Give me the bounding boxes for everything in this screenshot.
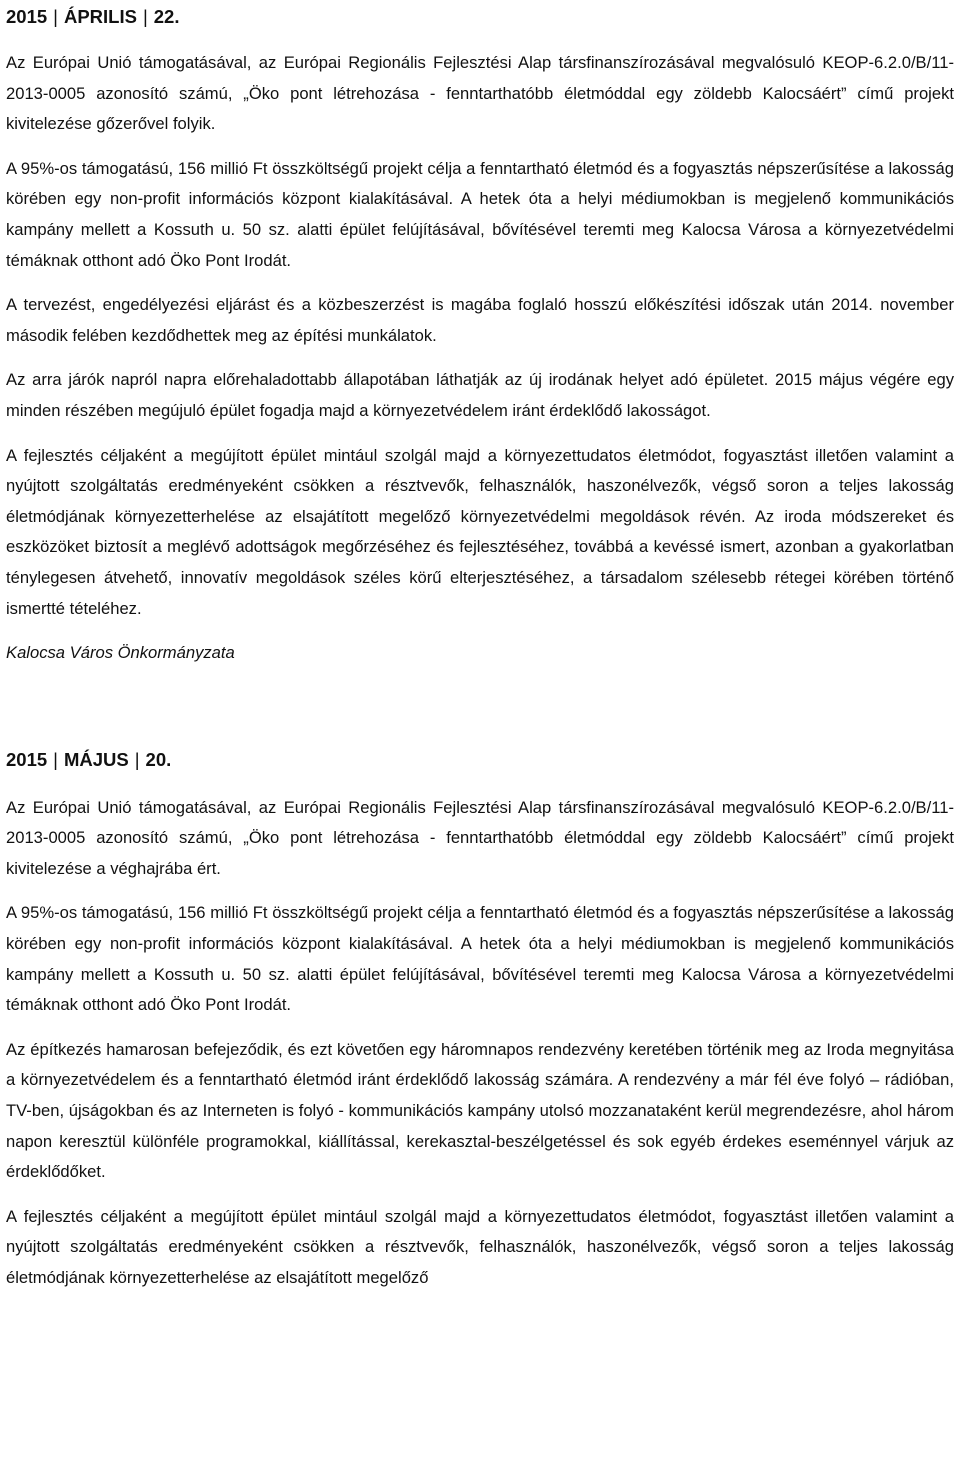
date-year: 2015 [6,748,48,770]
news-entry-may [6,747,954,1294]
paragraph: A fejlesztés céljaként a megújított épület mintául szolgál majd a környezettudatos életmódot, fogyasztást illetően valamint a nyújtott szolgáltatás eredményeként csökken a résztvevők, felhasználók, haszonélvezők, végső soron a teljes lakosság életmódjának környezetterhelése az elsajátított megelőző környezetvédelmi megoldások révén. Az iroda módszereket és eszközöket biztosít a meglévő adottságok megőrzéséhez és fejlesztéséhez, továbbá a kevéssé ismert, azonban a gyakorlatban ténylegesen átvehető, innovatív megoldások széles körű elterjesztéséhez, a társadalom szélesebb rétegei körében történő ismertté tételéhez. [6,445,954,618]
date-separator: | [134,748,140,770]
paragraph: Az arra járók napról napra előrehaladottabb állapotában láthatják az új irodának helyet adó épületet. 2015 május végére egy minden részében megújuló épület fogadja majd a környezetvédelem iránt érdeklődő lakosságot. [6,370,954,420]
date-month: MÁJUS [63,748,129,770]
paragraph: Az Európai Unió támogatásával, az Európai Regionális Fejlesztési Alap társfinanszírozásával megvalósuló KEOP-6.2.0/B/11-2013-0005 azonosító számú, „Öko pont létrehozása - fenntarthatóbb életmóddal egy zöldebb Kalocsáért” című projekt kivitelezése a véghajrába ért. [6,797,954,878]
date-separator: | [53,748,58,770]
paragraph: A 95%-os támogatású, 156 millió Ft összköltségű projekt célja a fenntartható életmód és a fogyasztás népszerűsítése a lakosság körében egy non-profit információs központ kialakításával. A hetek óta a helyi médiumokban is megjelenő kommunikációs kampány mellett a Kossuth u. 50 sz. alatti épület felújításával, bővítésével teremti meg Kalocsa Városa a környezetvédelmi témáknak otthont adó Öko Pont Irodát. [6,903,954,1015]
date-separator: | [142,6,148,27]
paragraph: A fejlesztés céljaként a megújított épület mintául szolgál majd a környezettudatos életmódot, fogyasztást illetően valamint a nyújtott szolgáltatás eredményeként csökken a résztvevők, felhasználók, haszonélvezők, végső soron a teljes lakosság életmódjának környezetterhelése az elsajátított megelőző [6,1206,954,1287]
date-day: 20. [145,748,172,770]
paragraph: A 95%-os támogatású, 156 millió Ft összköltségű projekt célja a fenntartható életmód és a fogyasztás népszerűsítése a lakosság körében egy non-profit információs központ kialakításával. A hetek óta a helyi médiumokban is megjelenő kommunikációs kampány mellett a Kossuth u. 50 sz. alatti épület felújításával, bővítésével teremti meg Kalocsa Városa a környezetvédelmi témáknak otthont adó Öko Pont Irodát. [6,158,954,270]
news-entry-april [6,4,954,669]
entry-date-heading [6,747,954,773]
date-month: ÁPRILIS [63,6,137,27]
signature: Kalocsa Város Önkormányzata [6,643,235,663]
entry-date-heading [6,4,954,30]
paragraph: Az építkezés hamarosan befejeződik, és ezt követően egy háromnapos rendezvény keretében történik meg az Iroda megnyitása a környezetvédelem és a fenntartható életmód iránt érdeklődő lakosság számára. A rendezvény a már fél éve folyó – rádióban, TV-ben, újságokban és az Interneten is folyó - kommunikációs kampány utolsó mozzanataként kerül megrendezésre, ahol három napon keresztül különféle programokkal, kiállítással, kerekasztal-beszélgetéssel és sok egyéb érdekes eseménnyel várjuk az érdeklődőket. [6,1039,954,1182]
paragraph: Az Európai Unió támogatásával, az Európai Regionális Fejlesztési Alap társfinanszírozásával megvalósuló KEOP-6.2.0/B/11-2013-0005 azonosító számú, „Öko pont létrehozása - fenntarthatóbb életmóddal egy zöldebb Kalocsáért” című projekt kivitelezése gőzerővel folyik. [6,53,954,134]
date-day: 22. [153,6,180,27]
date-year: 2015 [6,6,48,27]
date-separator: | [53,6,58,27]
paragraph: A tervezést, engedélyezési eljárást és a közbeszerzést is magába foglaló hosszú előkészítési időszak után 2014. november második felében kezdődhettek meg az építési munkálatok. [6,295,954,345]
